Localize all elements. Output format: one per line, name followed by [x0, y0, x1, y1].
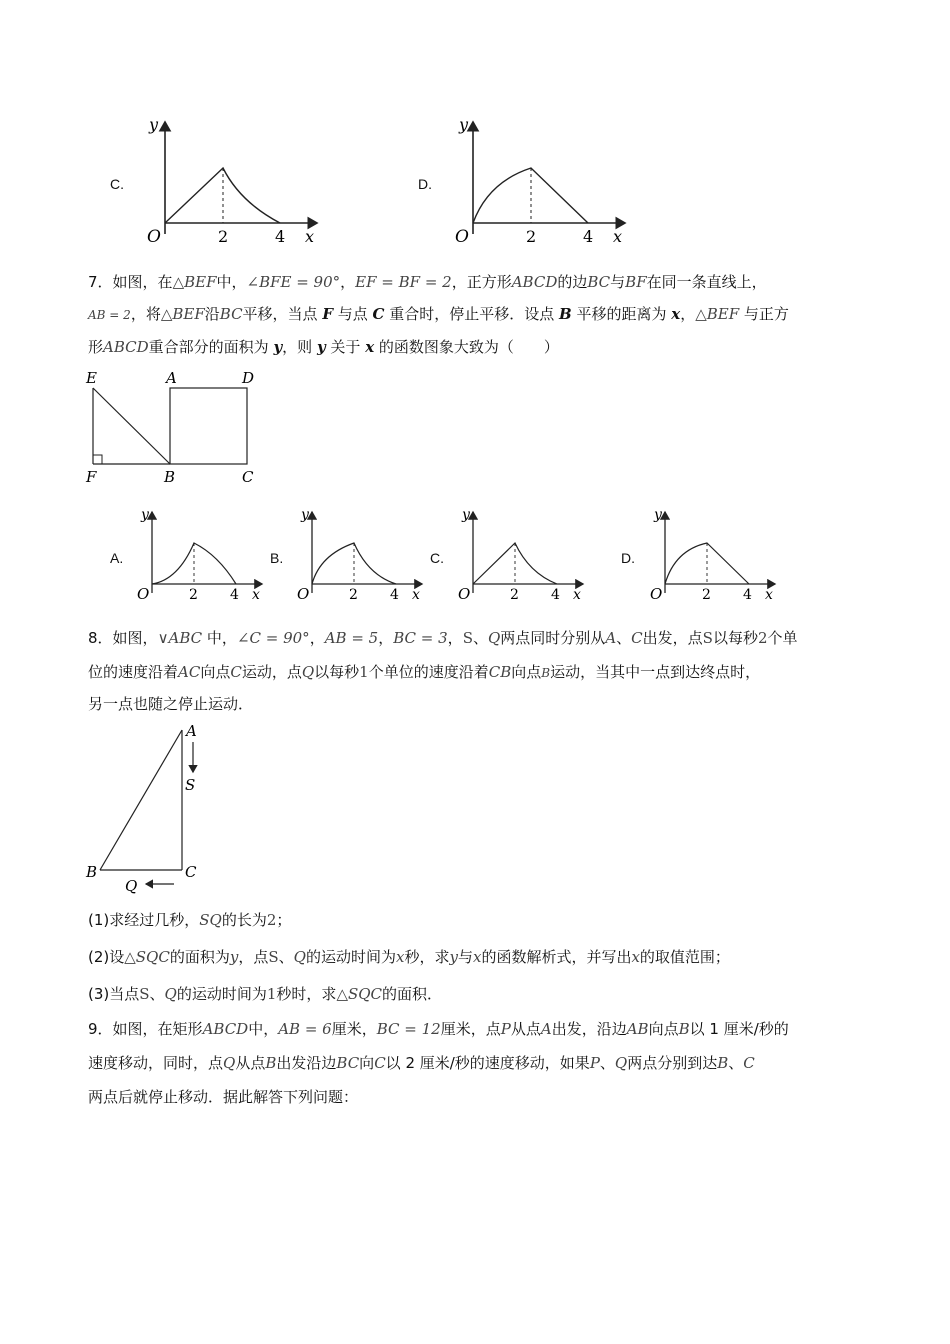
q6-option-d-label[interactable]: D.	[418, 176, 432, 192]
tick-4: 4	[551, 587, 560, 603]
q7-option-d-label[interactable]: D.	[621, 550, 635, 566]
y-axis-label: y	[462, 507, 470, 523]
q7-line1: 7．如图，在△BEF中，∠BFE = 90°，EF = BF = 2，正方形ABCD的边BC与BF在同一条直线上，	[88, 273, 767, 291]
q9-line2: 速度移动，同时，点Q从点B出发沿边BC向C以 2 厘米/秒的速度移动，如果P、Q两点分别到达B、C	[88, 1054, 755, 1072]
x-axis-label: x	[765, 587, 773, 603]
q8-line2: 位的速度沿着AC向点C运动，点Q以每秒1个单位的速度沿着CB向点B运动，当其中一点到达终点时，	[88, 663, 761, 681]
point-q: Q	[125, 877, 138, 895]
x-axis-label: x	[305, 227, 315, 246]
origin-label: O	[297, 585, 310, 603]
q6-option-c-graph	[135, 112, 325, 247]
x-axis-label: x	[573, 587, 581, 603]
point-f: F	[86, 468, 97, 486]
origin-label: O	[137, 585, 150, 603]
tick-2: 2	[526, 227, 537, 246]
tick-2: 2	[218, 227, 229, 246]
q7-option-b-label[interactable]: B.	[270, 550, 284, 566]
q7-line3: 形ABCD重合部分的面积为 y，则 y 关于 x 的函数图象大致为（ ）	[88, 338, 559, 356]
q8-sub3: (3)当点S、Q的运动时间为1秒时，求△SQC的面积．	[88, 985, 443, 1003]
q7-option-d-graph	[641, 505, 786, 605]
q7-figure	[80, 366, 280, 491]
q8-sub2: (2)设△SQC的面积为y，点S、Q的运动时间为x秒，求y与x的函数解析式，并写出x的取值范围；	[88, 948, 730, 966]
point-b: B	[86, 863, 98, 881]
q6-option-d-graph	[443, 112, 633, 247]
tick-2: 2	[702, 587, 711, 603]
origin-label: O	[147, 227, 161, 247]
q6-option-c-label[interactable]: C.	[110, 176, 124, 192]
q8-line1: 8．如图，∨ABC 中，∠C = 90°，AB = 5，BC = 3，S、Q两点同时分别从A、C出发，点S以每秒2个单	[88, 629, 798, 647]
y-axis-label: y	[141, 507, 149, 523]
tick-4: 4	[583, 227, 594, 246]
tick-2: 2	[510, 587, 519, 603]
point-c: C	[185, 863, 197, 881]
x-axis-label: x	[613, 227, 623, 246]
origin-label: O	[458, 585, 471, 603]
q7-line2: AB = 2，将△BEF沿BC平移，当点 F 与点 C 重合时，停止平移．设点 B 平移的距离为 x，△BEF 与正方	[88, 305, 789, 323]
point-a: A	[186, 722, 197, 740]
point-e: E	[86, 369, 97, 387]
q8-sub1: (1)求经过几秒，SQ的长为2；	[88, 911, 292, 929]
q9-line3: 两点后就停止移动．据此解答下列问题：	[88, 1088, 359, 1106]
tick-2: 2	[349, 587, 358, 603]
q7-option-c-graph	[449, 505, 594, 605]
tick-4: 4	[743, 587, 752, 603]
origin-label: O	[455, 227, 469, 247]
y-axis-label: y	[301, 507, 309, 523]
y-axis-label: y	[149, 115, 159, 134]
q7-option-a-graph	[128, 505, 273, 605]
y-axis-label: y	[459, 115, 469, 134]
tick-4: 4	[390, 587, 399, 603]
y-axis-label: y	[654, 507, 662, 523]
q7-option-c-label[interactable]: C.	[430, 550, 444, 566]
tick-2: 2	[189, 587, 198, 603]
q7-option-b-graph	[288, 505, 433, 605]
tick-4: 4	[275, 227, 286, 246]
origin-label: O	[650, 585, 663, 603]
q7-option-a-label[interactable]: A.	[110, 550, 124, 566]
point-a: A	[166, 369, 177, 387]
q9-line1: 9．如图，在矩形ABCD中，AB = 6厘米，BC = 12厘米，点P从点A出发，沿边AB向点B以 1 厘米/秒的	[88, 1020, 789, 1038]
q8-line3: 另一点也随之停止运动．	[88, 695, 254, 713]
point-b: B	[164, 468, 176, 486]
x-axis-label: x	[252, 587, 260, 603]
point-s: S	[185, 776, 196, 794]
tick-4: 4	[230, 587, 239, 603]
q8-figure	[82, 720, 222, 895]
x-axis-label: x	[412, 587, 420, 603]
point-d: D	[242, 369, 255, 387]
point-c: C	[242, 468, 254, 486]
